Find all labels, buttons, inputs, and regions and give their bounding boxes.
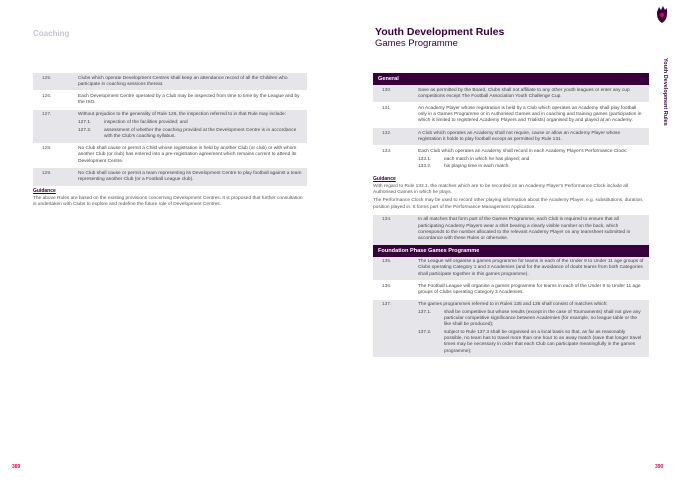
rule-text: The Football League will organise a games programme for teams in each of the Under 9 to Under 11 age groups of Clubs operating Category 3 Academies. <box>418 283 641 295</box>
side-tab-label: Youth Development Rules <box>662 58 668 126</box>
rule-text: Clubs which operate Development Centres shall keep an attendance record of all the Children who participate in coaching sessions thereat. <box>78 75 288 87</box>
section-header-left: Coaching <box>33 29 70 38</box>
rule-row <box>373 103 649 128</box>
section-heading-foundation: Foundation Phase Games Programme <box>373 245 649 257</box>
page-title: Youth Development Rules <box>375 26 505 38</box>
rule-number: 133. <box>382 148 392 154</box>
sub-rule <box>78 128 303 140</box>
page-number-left: 389 <box>12 464 21 470</box>
sub-rule-text: assessment of whether the coaching provided at the Development Centre is in accordance with the Club's coaching syllabus. <box>104 127 297 139</box>
guidance-text: The Performance Clock may be used to record other playing information about the Academy Player, e.g. substitutions, duration, position played in. It forms part of the Performance Management Application. <box>373 198 644 210</box>
guidance-heading: Guidance <box>33 187 56 194</box>
sub-rule <box>418 164 645 170</box>
rule-row <box>373 85 649 103</box>
rule-text: In all matches that form part of the Games Programme, each Club is required to ensure that all participating Academy Players wear a shirt bearing a clearly visible number on the back, which corresponds to the number allocated to the relevant Academy Player on any teamsheet submitted in accordance with these Rules or otherwise. <box>418 217 631 241</box>
rule-number: 131. <box>382 105 392 111</box>
right-rules-block <box>373 73 649 357</box>
rule-number: 136. <box>382 283 392 289</box>
sub-rule-number: 127.1. <box>78 120 92 126</box>
rule-text: The League will organise a games programme for teams in each of the Under 9 to Under 11 age groups of Clubs operating Category 1 and 2 Academies (and for the avoidance of doubt teams from both Categories shall participate together in this games programme). <box>418 259 644 277</box>
rule-number: 126. <box>42 93 52 99</box>
rule-text: No Club shall cause or permit a team representing its Development Centre to play football against a team representing another Club (or a Football League club). <box>78 170 302 182</box>
rule-cell <box>414 299 649 357</box>
guidance-box <box>33 188 307 208</box>
sub-rule-number: 133.2. <box>418 164 432 170</box>
rule-number: 125. <box>42 75 52 81</box>
rule-number: 129. <box>42 170 52 176</box>
rule-text: The games programmes referred to in Rules 135 and 136 shall consist of matches which: <box>418 302 608 308</box>
page-number-right: 390 <box>655 464 664 470</box>
sub-rule-number: 137.1. <box>418 309 432 315</box>
rule-row <box>33 91 307 109</box>
rule-text: Without prejudice to the generality of Rule 126, the inspection referred to in that Rule may include: <box>78 112 286 118</box>
sub-rule-text: each match in which he has played; and <box>444 156 530 162</box>
rule-number: 127. <box>42 112 52 118</box>
rule-text: Each Club which operates an Academy shall record in each Academy Player's Performance Clock: <box>418 148 628 154</box>
rule-text: Each Development Centre operated by a Club may be inspected from time to time by the League and by the ISO. <box>78 93 300 106</box>
sub-rule <box>418 330 645 355</box>
sub-rule-text: subject to Rule 137.3 shall be organised on a local basis so that, as far as reasonably possible, no team has to travel more than one hour to an away match (save that longer travel times may be necessary in order that each Club can participate meaningfully in the games programme); <box>444 329 642 354</box>
guidance-text: With regard to Rule 133.1, the matches which are to be recorded on an Academy Player's Performance Clock include all Authorised Games in which he plays. <box>373 184 629 196</box>
sub-rule <box>78 120 303 126</box>
sub-rule <box>418 310 645 329</box>
sub-rule-number: 127.2. <box>78 127 92 133</box>
guidance-text: The above Rules are based on the existing provisions concerning Development Centres. It is proposed that further consultation is undertaken with Clubs to explore and redefine the future role of Development Centres. <box>33 195 303 207</box>
sub-rule-text: his playing time in each match. <box>444 164 510 170</box>
sub-rule <box>418 157 645 163</box>
rule-row <box>373 128 649 146</box>
guidance-heading: Guidance <box>373 176 396 183</box>
left-rules-table <box>33 73 307 186</box>
rule-row <box>373 215 649 245</box>
rule-number: 134. <box>382 217 392 223</box>
rule-row <box>33 168 307 186</box>
page-subtitle: Games Programme <box>375 38 458 49</box>
rule-row <box>33 73 307 91</box>
rule-row <box>373 146 649 173</box>
rule-row <box>373 257 649 281</box>
rule-cell <box>414 146 649 173</box>
side-tab <box>656 58 672 158</box>
left-rules-block <box>33 73 307 208</box>
rule-cell <box>74 109 307 143</box>
rule-text: A Club which operates an Academy shall not require, cause or allow an Academy Player whose registration it holds to play football except as permitted by Rule 131. <box>418 130 621 142</box>
general-rules-table <box>373 85 649 173</box>
lion-logo-icon <box>654 6 670 24</box>
sub-rule-text: shall be competitive but whose results (except in the case of Tournaments) shall not give any particular competitive significance between Academies (for example, no league table or the like shall be produced); <box>444 309 641 328</box>
rule-number: 132. <box>382 130 392 136</box>
sub-rule-text: inspection of the facilities provided; and <box>104 120 188 126</box>
rule-text: An Academy Player whose registration is held by a Club which operates an Academy shall play football only in a Games Programme or in Authorised Games and in coaching and training games (participation in which is limited to registered Academy Players and Trialists) organised by and played at an Academy. <box>418 105 642 124</box>
rule-number: 130. <box>382 87 392 93</box>
rule-row <box>33 109 307 143</box>
guidance-box <box>373 176 649 211</box>
rule-text: Save as permitted by the Board, Clubs shall not affiliate to any other youth leagues or enter any cup competitions except The Football Association Youth Challenge Cup. <box>418 87 630 99</box>
section-heading-general: General <box>373 73 649 85</box>
sub-rule-number: 133.1. <box>418 156 432 162</box>
foundation-rules-table <box>373 257 649 358</box>
sub-rule-number: 137.2. <box>418 329 432 335</box>
rule-row <box>373 299 649 357</box>
rule-number: 128. <box>42 146 52 152</box>
rule-text: No Club shall cause or permit a Child whose registration is held by another Club (or club) or with whom another Club (or club) has entered into a pre-registration agreement which remains current to attend its Development Centre. <box>78 146 297 164</box>
rule-number: 137. <box>382 302 392 308</box>
rule-row <box>33 143 307 168</box>
rule-row <box>373 281 649 299</box>
rule-134-table <box>373 215 649 245</box>
rule-number: 135. <box>382 259 392 265</box>
